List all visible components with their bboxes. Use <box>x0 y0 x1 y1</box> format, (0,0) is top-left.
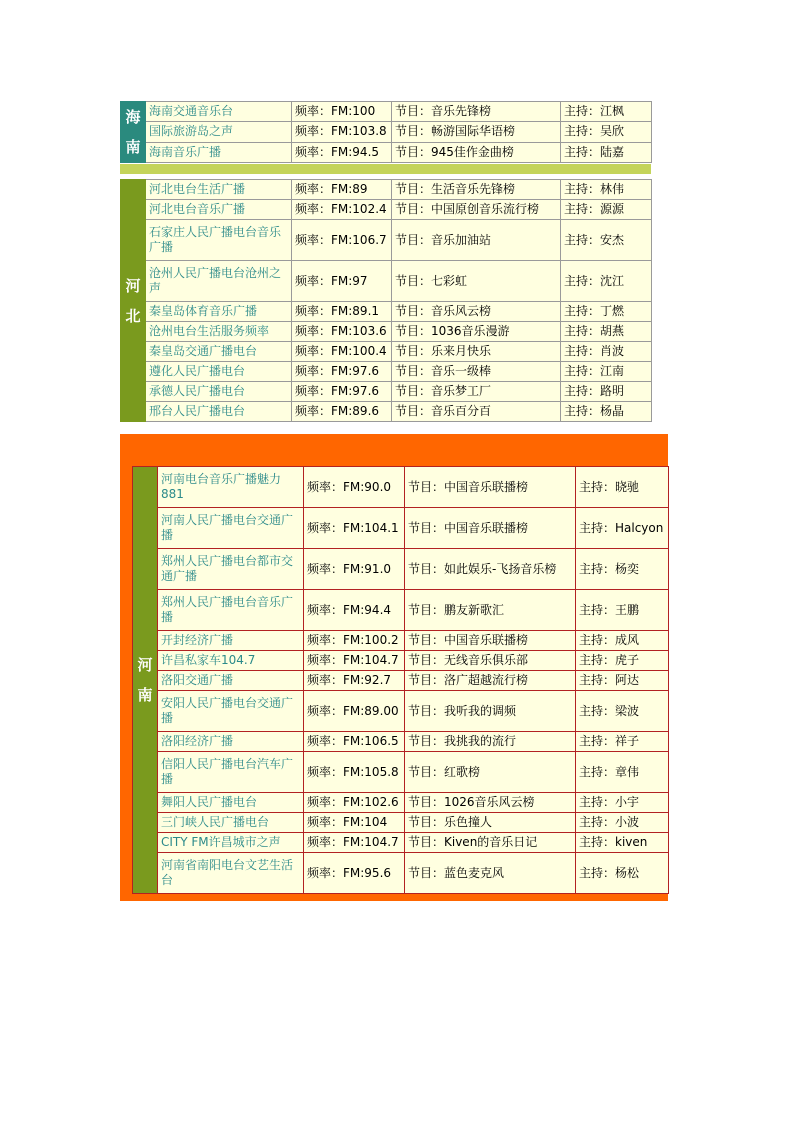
frequency: 频率：FM:97.6 <box>292 362 392 382</box>
station-name: 秦皇岛体育音乐广播 <box>146 302 292 322</box>
host: 主持：路明 <box>561 382 652 402</box>
frequency: 频率：FM:91.0 <box>304 549 405 590</box>
frequency: 频率：FM:92.7 <box>304 671 405 691</box>
program: 节目：七彩虹 <box>392 261 561 302</box>
frequency: 频率：FM:100.4 <box>292 342 392 362</box>
frequency: 频率：FM:89 <box>292 180 392 200</box>
frequency: 频率：FM:104.7 <box>304 833 405 853</box>
host: 主持：江枫 <box>561 102 652 122</box>
station-name: 承德人民广播电台 <box>146 382 292 402</box>
station-name: 郑州人民广播电台都市交通广播 <box>158 549 304 590</box>
program: 节目：如此娱乐-飞扬音乐榜 <box>405 549 576 590</box>
program: 节目：生活音乐先锋榜 <box>392 180 561 200</box>
program: 节目：音乐先锋榜 <box>392 102 561 122</box>
station-name: 许昌私家车104.7 <box>158 651 304 671</box>
station-name: 沧州人民广播电台沧州之声 <box>146 261 292 302</box>
host: 主持：章伟 <box>576 752 669 793</box>
host: 主持：祥子 <box>576 732 669 752</box>
frequency: 频率：FM:104.1 <box>304 508 405 549</box>
station-name: 石家庄人民广播电台音乐广播 <box>146 220 292 261</box>
program: 节目：音乐一级棒 <box>392 362 561 382</box>
hainan-section <box>120 101 651 163</box>
program: 节目：中国原创音乐流行榜 <box>392 200 561 220</box>
program: 节目：乐来月快乐 <box>392 342 561 362</box>
host: 主持：肖波 <box>561 342 652 362</box>
station-name: 安阳人民广播电台交通广播 <box>158 691 304 732</box>
station-name: CITY FM许昌城市之声 <box>158 833 304 853</box>
frequency: 频率：FM:104 <box>304 813 405 833</box>
station-name: 舞阳人民广播电台 <box>158 793 304 813</box>
frequency: 频率：FM:89.6 <box>292 402 392 422</box>
station-name: 河南省南阳电台文艺生活台 <box>158 853 304 894</box>
host: 主持：晓驰 <box>576 467 669 508</box>
host: 主持：江南 <box>561 362 652 382</box>
frequency: 频率：FM:100.2 <box>304 631 405 651</box>
frequency: 频率：FM:89.1 <box>292 302 392 322</box>
host: 主持：kiven <box>576 833 669 853</box>
program: 节目：1026音乐风云榜 <box>405 793 576 813</box>
host: 主持：Halcyon <box>576 508 669 549</box>
frequency: 频率：FM:90.0 <box>304 467 405 508</box>
station-name: 遵化人民广播电台 <box>146 362 292 382</box>
program: 节目：音乐风云榜 <box>392 302 561 322</box>
program: 节目：中国音乐联播榜 <box>405 467 576 508</box>
host: 主持：丁燃 <box>561 302 652 322</box>
program: 节目：畅游国际华语榜 <box>392 122 561 142</box>
program: 节目：蓝色麦克风 <box>405 853 576 894</box>
program: 节目：洛广超越流行榜 <box>405 671 576 691</box>
frequency: 频率：FM:94.4 <box>304 590 405 631</box>
station-name: 沧州电台生活服务频率 <box>146 322 292 342</box>
station-name: 秦皇岛交通广播电台 <box>146 342 292 362</box>
host: 主持：林伟 <box>561 180 652 200</box>
province-label: 河 北 <box>121 180 146 422</box>
host: 主持：杨晶 <box>561 402 652 422</box>
henan-section <box>132 466 668 894</box>
henan-table <box>132 466 669 894</box>
section-divider <box>120 164 651 174</box>
host: 主持：小宇 <box>576 793 669 813</box>
program: 节目：1036音乐漫游 <box>392 322 561 342</box>
host: 主持：安杰 <box>561 220 652 261</box>
station-name: 信阳人民广播电台汽车广播 <box>158 752 304 793</box>
frequency: 频率：FM:104.7 <box>304 651 405 671</box>
station-name: 洛阳交通广播 <box>158 671 304 691</box>
program: 节目：音乐百分百 <box>392 402 561 422</box>
host: 主持：小波 <box>576 813 669 833</box>
host: 主持：成风 <box>576 631 669 651</box>
hebei-section <box>120 179 651 422</box>
frequency: 频率：FM:95.6 <box>304 853 405 894</box>
station-name: 国际旅游岛之声 <box>146 122 292 142</box>
program: 节目：音乐梦工厂 <box>392 382 561 402</box>
station-name: 郑州人民广播电台音乐广播 <box>158 590 304 631</box>
host: 主持：阿达 <box>576 671 669 691</box>
host: 主持：梁波 <box>576 691 669 732</box>
program: 节目：鹏友新歌汇 <box>405 590 576 631</box>
program: 节目：我挑我的流行 <box>405 732 576 752</box>
station-name: 海南音乐广播 <box>146 142 292 162</box>
frequency: 频率：FM:102.4 <box>292 200 392 220</box>
station-name: 河北电台音乐广播 <box>146 200 292 220</box>
frequency: 频率：FM:97 <box>292 261 392 302</box>
program: 节目：中国音乐联播榜 <box>405 631 576 651</box>
host: 主持：杨奕 <box>576 549 669 590</box>
station-name: 洛阳经济广播 <box>158 732 304 752</box>
frequency: 频率：FM:106.7 <box>292 220 392 261</box>
frequency: 频率：FM:102.6 <box>304 793 405 813</box>
program: 节目：无线音乐俱乐部 <box>405 651 576 671</box>
station-name: 开封经济广播 <box>158 631 304 651</box>
host: 主持：陆嘉 <box>561 142 652 162</box>
program: 节目：音乐加油站 <box>392 220 561 261</box>
frequency: 频率：FM:103.8 <box>292 122 392 142</box>
host: 主持：吴欣 <box>561 122 652 142</box>
host: 主持：沈江 <box>561 261 652 302</box>
host: 主持：虎子 <box>576 651 669 671</box>
program: 节目：红歌榜 <box>405 752 576 793</box>
host: 主持：杨松 <box>576 853 669 894</box>
station-name: 河南电台音乐广播魅力881 <box>158 467 304 508</box>
program: 节目：Kiven的音乐日记 <box>405 833 576 853</box>
province-label: 海 南 <box>121 102 146 163</box>
host: 主持：胡燕 <box>561 322 652 342</box>
station-name: 河北电台生活广播 <box>146 180 292 200</box>
frequency: 频率：FM:97.6 <box>292 382 392 402</box>
frequency: 频率：FM:100 <box>292 102 392 122</box>
station-name: 三门峡人民广播电台 <box>158 813 304 833</box>
hainan-table <box>120 101 652 163</box>
hebei-table <box>120 179 652 422</box>
program: 节目：我听我的调频 <box>405 691 576 732</box>
program: 节目：乐色撞人 <box>405 813 576 833</box>
host: 主持：王鹏 <box>576 590 669 631</box>
frequency: 频率：FM:103.6 <box>292 322 392 342</box>
province-label: 河 南 <box>133 467 158 894</box>
host: 主持：源源 <box>561 200 652 220</box>
station-name: 邢台人民广播电台 <box>146 402 292 422</box>
frequency: 频率：FM:105.8 <box>304 752 405 793</box>
frequency: 频率：FM:89.00 <box>304 691 405 732</box>
frequency: 频率：FM:106.5 <box>304 732 405 752</box>
station-name: 海南交通音乐台 <box>146 102 292 122</box>
station-name: 河南人民广播电台交通广播 <box>158 508 304 549</box>
program: 节目：中国音乐联播榜 <box>405 508 576 549</box>
frequency: 频率：FM:94.5 <box>292 142 392 162</box>
program: 节目：945佳作金曲榜 <box>392 142 561 162</box>
